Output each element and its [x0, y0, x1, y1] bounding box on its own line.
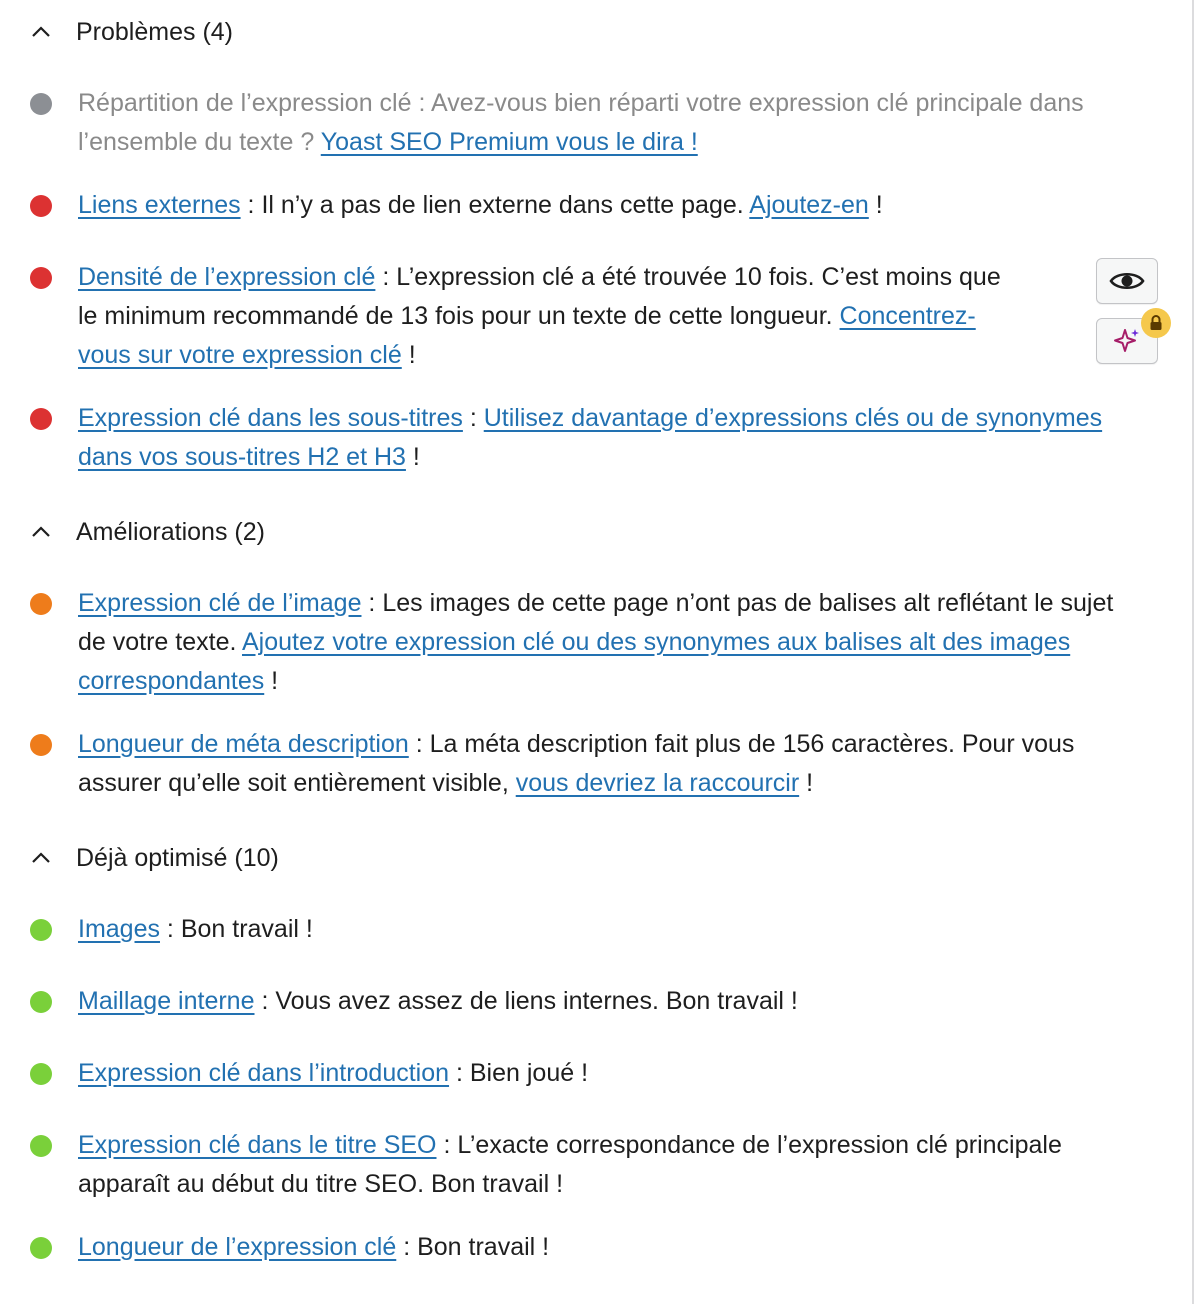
result-item: [28, 258, 1018, 375]
result-title-link[interactable]: Expression clé dans l’introduction: [78, 1059, 450, 1087]
result-text: : Bon travail !: [396, 1233, 550, 1261]
result-title-link[interactable]: Longueur de méta description: [78, 730, 409, 758]
result-title-link[interactable]: Expression clé dans le titre SEO: [78, 1131, 437, 1159]
section-header-good[interactable]: [28, 838, 279, 878]
result-text: : La méta description fait plus de 156 caractères. Pour vous assurer qu’elle soit entièrement visible,: [78, 730, 1075, 797]
premium-link[interactable]: Yoast SEO Premium vous le dira !: [320, 128, 698, 156]
status-dot-green: [30, 1063, 52, 1085]
result-text: : Bien joué !: [449, 1059, 589, 1087]
result-action-link[interactable]: Ajoutez votre expression clé ou des synonymes aux balises alt des images correspondantes: [78, 628, 1071, 695]
chevron-up-icon: [28, 19, 54, 45]
status-dot-red: [30, 195, 52, 217]
section-title: Problèmes (4): [76, 17, 233, 46]
result-item: [28, 910, 1118, 949]
status-dot-grey: [30, 93, 52, 115]
result-title-link[interactable]: Maillage interne: [78, 987, 255, 1015]
status-dot-orange: [30, 593, 52, 615]
result-item: [28, 982, 1118, 1021]
result-item: [28, 584, 1118, 701]
result-title-link[interactable]: Densité de l’expression clé: [78, 263, 376, 291]
result-action-link[interactable]: Utilisez davantage d’expressions clés ou de synonymes dans vos sous-titres H2 et H3: [78, 404, 1103, 471]
status-dot-green: [30, 1237, 52, 1259]
status-dot-green: [30, 919, 52, 941]
premium-lock-badge: [1141, 308, 1171, 338]
result-text-end: !: [405, 443, 420, 471]
chevron-up-icon: [28, 519, 54, 545]
result-title-link[interactable]: Longueur de l’expression clé: [78, 1233, 397, 1261]
result-title-link[interactable]: Expression clé dans les sous-titres: [78, 404, 463, 432]
result-text-end: !: [401, 341, 416, 369]
result-text-end: !: [868, 191, 883, 219]
highlight-button[interactable]: [1096, 258, 1158, 304]
result-text: : L’exacte correspondance de l’expression clé principale apparaît au début du titre SEO. Bon travail !: [78, 1131, 1062, 1198]
result-action-link[interactable]: vous devriez la raccourcir: [515, 769, 800, 797]
result-title-link[interactable]: Images: [78, 915, 160, 943]
status-dot-green: [30, 1135, 52, 1157]
result-title-link[interactable]: Expression clé de l’image: [78, 589, 362, 617]
eye-icon: [1109, 269, 1145, 293]
chevron-up-icon: [28, 845, 54, 871]
result-action-link[interactable]: Concentrez-vous sur votre expression clé: [78, 302, 976, 369]
status-dot-red: [30, 267, 52, 289]
result-text: Répartition de l’expression clé : Avez-vous bien réparti votre expression clé principale dans l’ensemble du texte ?: [78, 89, 1084, 156]
result-item: [28, 1228, 1118, 1267]
lock-icon: [1149, 315, 1163, 331]
result-item: [28, 186, 1118, 225]
result-text-end: !: [264, 667, 279, 695]
result-text-end: !: [799, 769, 814, 797]
section-title: Améliorations (2): [76, 517, 265, 546]
status-dot-red: [30, 408, 52, 430]
result-text: :: [462, 404, 484, 432]
status-dot-green: [30, 991, 52, 1013]
result-item: [28, 725, 1118, 803]
section-title: Déjà optimisé (10): [76, 843, 279, 872]
result-item: [28, 399, 1118, 477]
result-action-link[interactable]: Ajoutez-en: [749, 191, 869, 219]
result-item: [28, 84, 1118, 162]
result-text: : Bon travail !: [159, 915, 313, 943]
result-title-link[interactable]: Liens externes: [78, 191, 241, 219]
section-header-problems[interactable]: [28, 12, 233, 52]
result-item: [28, 1054, 1118, 1093]
result-text: : Les images de cette page n’ont pas de balises alt reflétant le sujet de votre texte.: [78, 589, 1114, 656]
result-item: [28, 1126, 1118, 1204]
result-text: : Il n’y a pas de lien externe dans cette page.: [240, 191, 750, 219]
status-dot-orange: [30, 734, 52, 756]
sparkle-icon: [1113, 327, 1141, 355]
section-header-improvements[interactable]: [28, 512, 265, 552]
result-text: : Vous avez assez de liens internes. Bon travail !: [254, 987, 798, 1015]
result-text: : L’expression clé a été trouvée 10 fois. C’est moins que le minimum recommandé de 13 fois pour un texte de cette longueur.: [78, 263, 1001, 330]
